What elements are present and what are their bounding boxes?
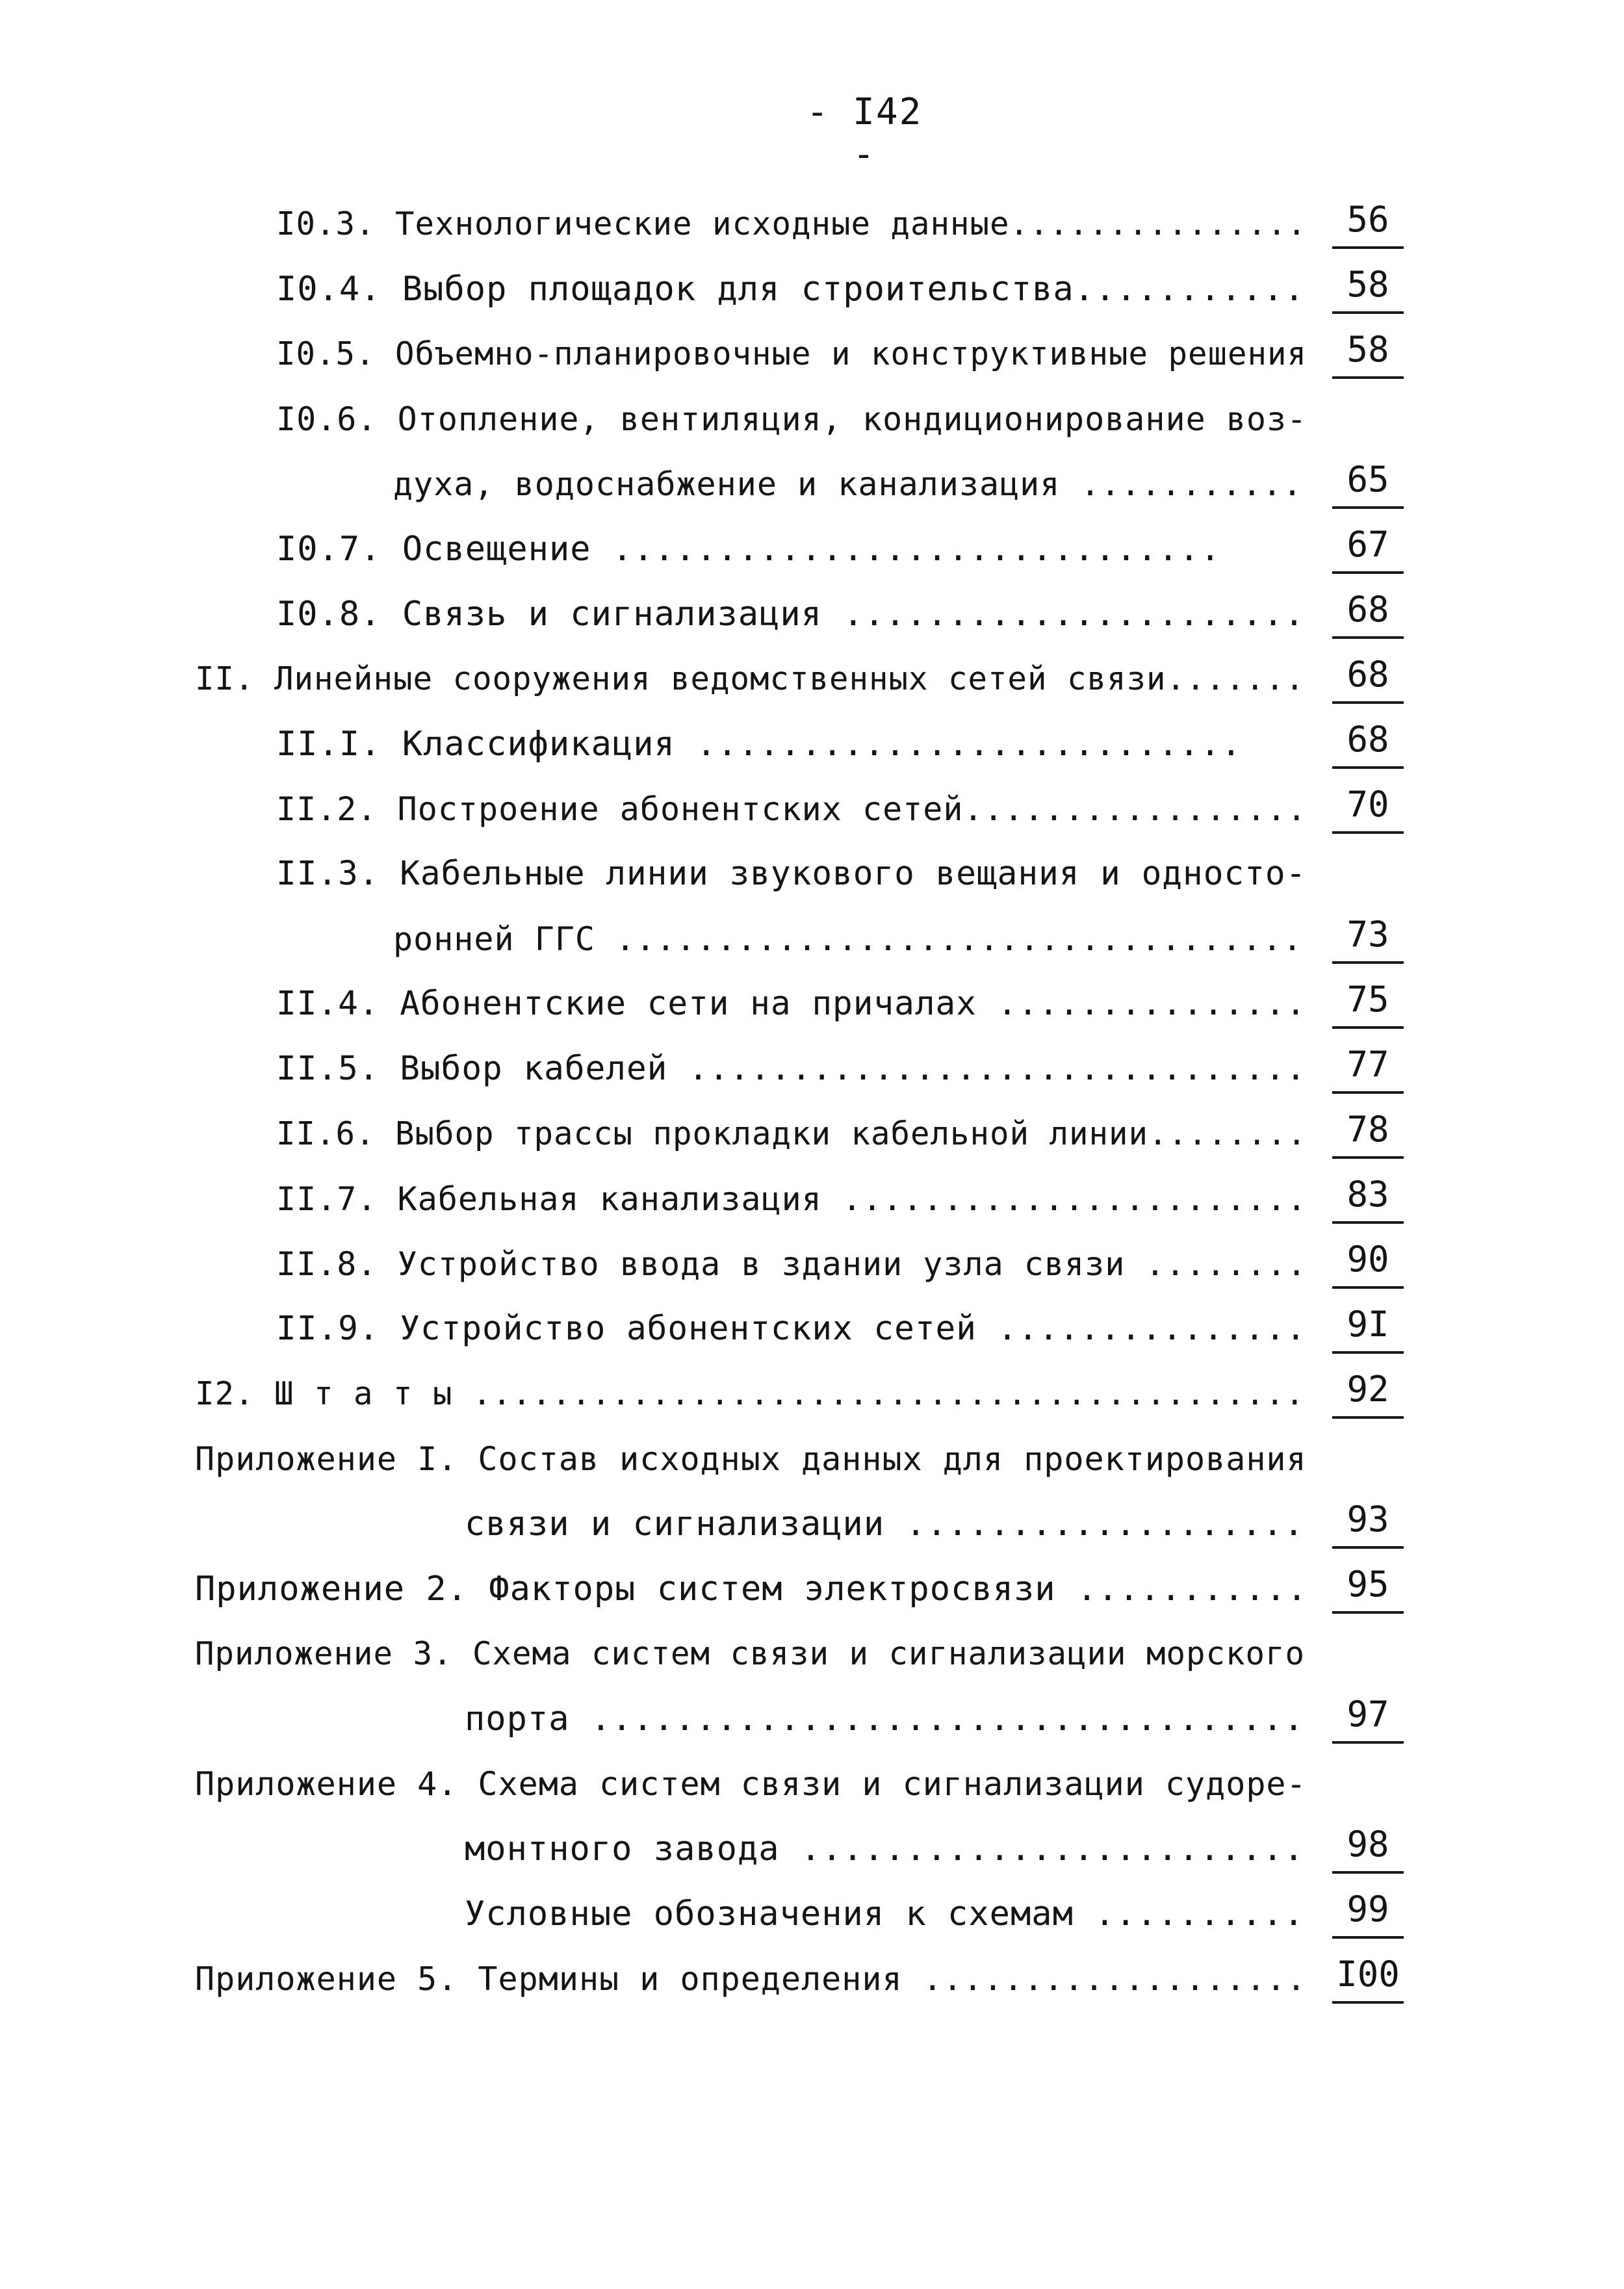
toc-line: I0.4. Выбор площадок для строительства...........	[276, 270, 1306, 309]
toc-line: связи и сигнализации ...................	[465, 1505, 1305, 1544]
toc-page-number: 99	[1332, 1887, 1404, 1939]
toc-line: I0.6. Отопление, вентиляция, кондиционирование воз-	[276, 400, 1308, 438]
toc-page-number: 98	[1332, 1822, 1404, 1874]
toc-line: I0.5. Объемно-планировочные и конструктивные решения	[276, 335, 1308, 372]
toc-page-number: I00	[1332, 1952, 1404, 2004]
toc-line: II. Линейные сооружения ведомственных сетей связи.......	[195, 660, 1306, 697]
toc-line: порта ..................................	[465, 1700, 1305, 1739]
toc-line: II.8. Устройство ввода в здании узла связи ........	[276, 1245, 1308, 1283]
toc-page-number: 58	[1332, 327, 1404, 379]
toc-page-number: 78	[1332, 1107, 1404, 1159]
toc-line: Приложение 5. Термины и определения ...................	[195, 1960, 1307, 1998]
page-number: - I42 -	[806, 91, 923, 175]
toc-line: II.7. Кабельная канализация .......................	[276, 1180, 1308, 1218]
toc-line: II.9. Устройство абонентских сетей ...............	[276, 1310, 1307, 1348]
toc-line: II.2. Построение абонентских сетей.................	[276, 790, 1308, 828]
toc-page-number: 77	[1332, 1042, 1404, 1094]
toc-page-number: 93	[1332, 1497, 1404, 1549]
toc-line: ронней ГГС ..................................	[393, 920, 1303, 958]
toc-page-number: 90	[1332, 1237, 1404, 1289]
toc-line: II.I. Классификация ..........................	[276, 725, 1243, 764]
toc-page-number: 92	[1332, 1367, 1404, 1419]
toc-line: Приложение 3. Схема систем связи и сигнализации морского	[195, 1635, 1306, 1672]
toc-line: I2. Ш т а т ы ..........................................	[195, 1375, 1306, 1412]
toc-page-number: 97	[1332, 1692, 1404, 1744]
toc-line: духа, водоснабжение и канализация ...........	[393, 465, 1303, 503]
toc-page-number: 67	[1332, 522, 1404, 574]
toc-page-number: 70	[1332, 782, 1404, 834]
toc-page-number: 68	[1332, 587, 1404, 639]
toc-page-number: 56	[1332, 197, 1404, 249]
toc-page-number: 75	[1332, 977, 1404, 1029]
toc-line: I0.3. Технологические исходные данные...............	[276, 205, 1308, 242]
toc-line: II.6. Выбор трассы прокладки кабельной линии........	[276, 1115, 1308, 1152]
toc-page-number: 95	[1332, 1562, 1404, 1614]
toc-page-number: 68	[1332, 717, 1404, 769]
toc-line: II.3. Кабельные линии звукового вещания и односто-	[276, 855, 1307, 893]
toc-page-number: 73	[1332, 912, 1404, 964]
toc-line: II.5. Выбор кабелей ..............................	[276, 1050, 1307, 1088]
toc-line: I0.7. Освещение .............................	[276, 530, 1221, 569]
toc-page-number: 65	[1332, 457, 1404, 509]
toc-page-number: 83	[1332, 1172, 1404, 1224]
toc-page-number: 9I	[1332, 1302, 1404, 1354]
toc-page-number: 58	[1332, 262, 1404, 314]
toc-line: I0.8. Связь и сигнализация ......................	[276, 595, 1306, 634]
toc-line: Приложение 4. Схема систем связи и сигнализации судоре-	[195, 1765, 1307, 1803]
toc-line: Условные обозначения к схемам ..........	[465, 1895, 1305, 1933]
toc-line: Приложение 2. Факторы систем электросвязи ...........	[195, 1570, 1308, 1609]
toc-line: Приложение I. Состав исходных данных для проектирования	[195, 1440, 1307, 1478]
toc-page-number: 68	[1332, 652, 1404, 704]
toc-line: II.4. Абонентские сети на причалах ...............	[276, 985, 1307, 1023]
toc-line: монтного завода ........................	[465, 1830, 1305, 1869]
